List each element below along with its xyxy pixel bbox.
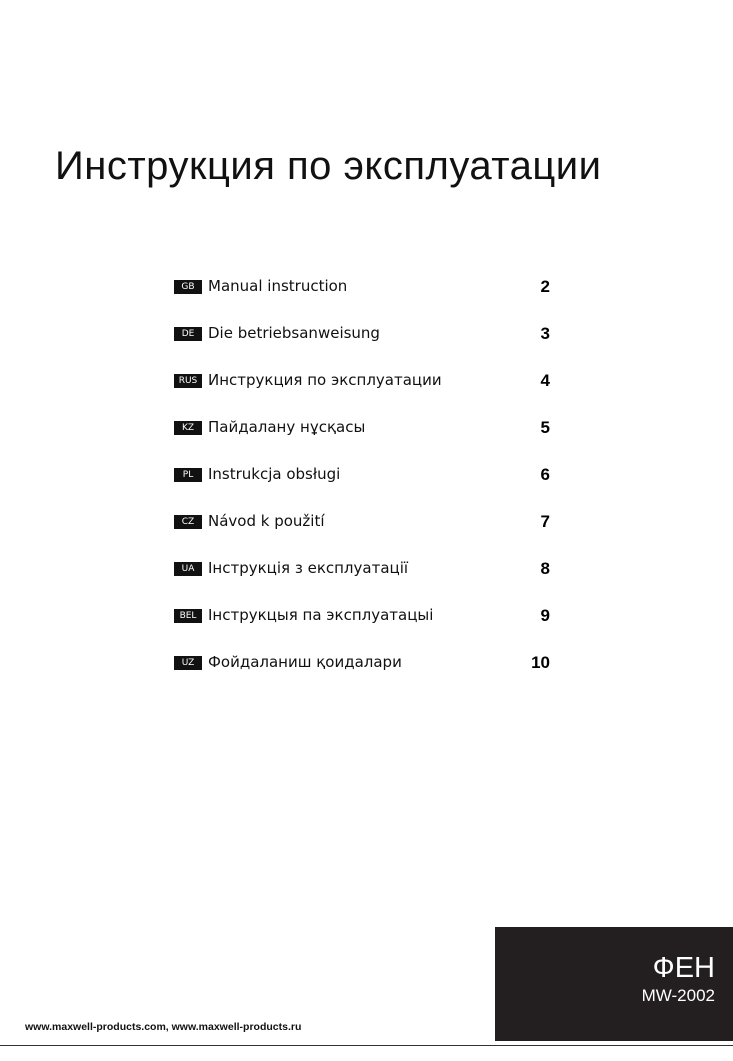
- language-badge-bel: BEL: [174, 609, 202, 623]
- toc-label-uz: Фойдаланиш қоидалари: [208, 653, 402, 671]
- toc-label-pl: Instrukcja obsługi: [208, 465, 341, 483]
- language-badge-cz: CZ: [174, 515, 202, 529]
- product-name: ФЕН: [652, 952, 715, 984]
- toc-row-gb[interactable]: [174, 272, 554, 319]
- toc-page-uz: 10: [531, 653, 550, 672]
- toc-row-uz[interactable]: [174, 648, 554, 695]
- toc-label-bel: Інструкцыя па эксплуатацыі: [208, 606, 434, 624]
- toc-page-kz: 5: [540, 418, 550, 437]
- page-title: Инструкция по эксплуатации: [55, 144, 602, 188]
- language-badge-rus: RUS: [174, 374, 202, 388]
- toc-label-cz: Návod k použití: [208, 512, 325, 530]
- toc-row-bel[interactable]: [174, 601, 554, 648]
- product-box: [495, 927, 733, 1041]
- language-badge-ua: UA: [174, 562, 202, 576]
- language-badge-uz: UZ: [174, 656, 202, 670]
- toc-page-cz: 7: [540, 512, 550, 531]
- footer-website-links: www.maxwell-products.com, www.maxwell-products.ru: [25, 1021, 302, 1033]
- table-of-contents: [174, 272, 554, 695]
- footer-divider: [0, 1045, 733, 1046]
- toc-row-de[interactable]: [174, 319, 554, 366]
- toc-row-ua[interactable]: [174, 554, 554, 601]
- toc-row-cz[interactable]: [174, 507, 554, 554]
- toc-row-rus[interactable]: [174, 366, 554, 413]
- toc-row-pl[interactable]: [174, 460, 554, 507]
- toc-label-gb: Manual instruction: [208, 277, 348, 295]
- toc-page-pl: 6: [540, 465, 550, 484]
- toc-label-ua: Інструкція з експлуатації: [208, 559, 409, 577]
- language-badge-kz: KZ: [174, 421, 202, 435]
- toc-page-de: 3: [540, 324, 550, 343]
- toc-label-de: Die betriebsanweisung: [208, 324, 380, 342]
- toc-page-ua: 8: [540, 559, 550, 578]
- toc-label-rus: Инструкция по эксплуатации: [208, 371, 442, 389]
- toc-page-bel: 9: [540, 606, 550, 625]
- language-badge-pl: PL: [174, 468, 202, 482]
- toc-page-rus: 4: [540, 371, 550, 390]
- toc-label-kz: Пайдалану нұсқасы: [208, 418, 366, 436]
- toc-page-gb: 2: [540, 277, 550, 296]
- language-badge-gb: GB: [174, 280, 202, 294]
- product-model: MW-2002: [641, 986, 715, 1005]
- toc-row-kz[interactable]: [174, 413, 554, 460]
- language-badge-de: DE: [174, 327, 202, 341]
